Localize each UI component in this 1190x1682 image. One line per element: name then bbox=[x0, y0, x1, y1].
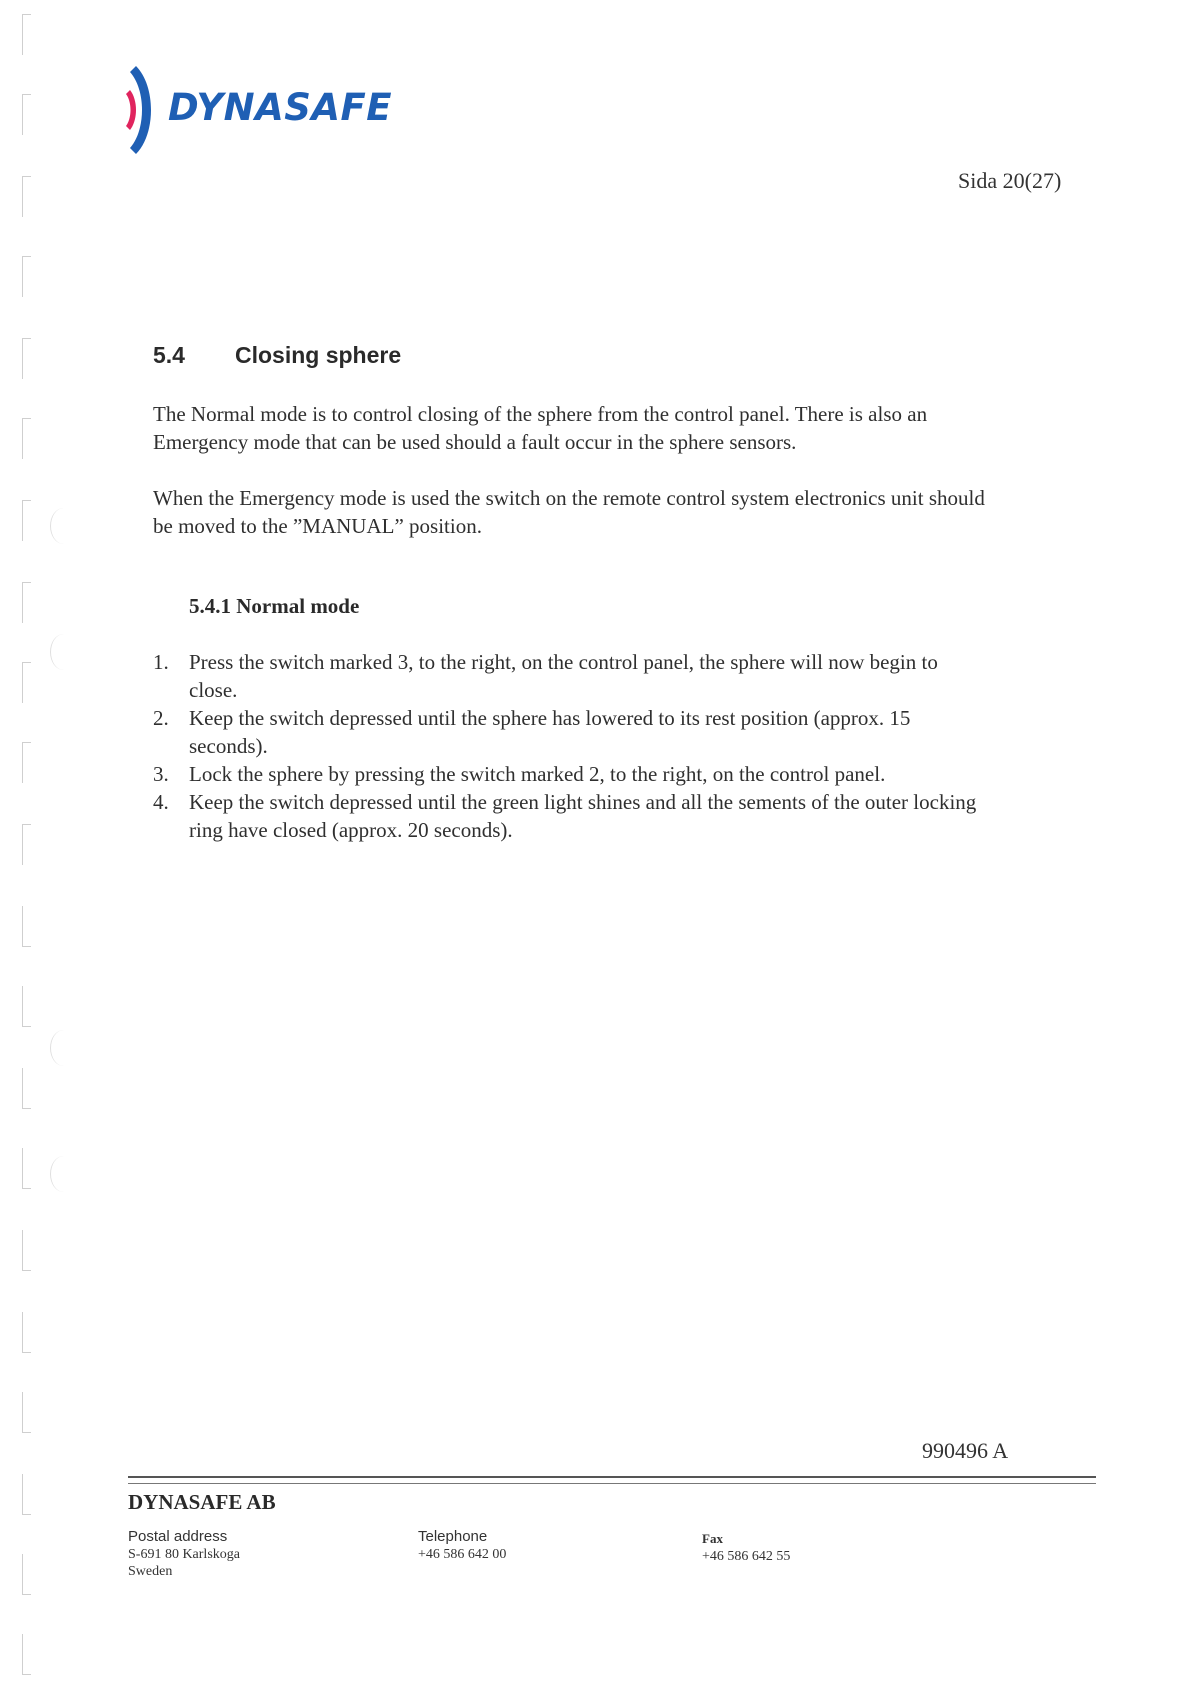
paragraph-line: The Normal mode is to control closing of the sphere from the control panel. There is also an bbox=[153, 402, 928, 426]
paragraph-line: Emergency mode that can be used should a fault occur in the sphere sensors. bbox=[153, 430, 797, 454]
binder-mark bbox=[22, 94, 31, 135]
section-title: Closing sphere bbox=[235, 342, 402, 368]
subsection-heading: 5.4.1 Normal mode bbox=[189, 594, 360, 618]
list-item bbox=[153, 648, 1093, 704]
step-line: ring have closed (approx. 20 seconds). bbox=[189, 818, 513, 842]
fax-label: Fax bbox=[702, 1531, 723, 1546]
footer-divider bbox=[128, 1476, 1096, 1478]
binder-mark bbox=[22, 1554, 31, 1595]
step-line: seconds). bbox=[189, 734, 268, 758]
binder-mark bbox=[22, 500, 31, 541]
binder-mark bbox=[22, 1312, 31, 1353]
binder-mark bbox=[22, 1474, 31, 1515]
footer-divider bbox=[128, 1483, 1096, 1484]
step-number: 2. bbox=[153, 706, 169, 730]
binder-mark bbox=[22, 824, 31, 865]
step-line: Lock the sphere by pressing the switch marked 2, to the right, on the control panel. bbox=[189, 762, 886, 786]
binder-mark bbox=[22, 906, 31, 947]
binder-mark bbox=[22, 418, 31, 459]
binder-mark bbox=[22, 1068, 31, 1109]
binder-mark bbox=[22, 986, 31, 1027]
footer-company-name: DYNASAFE AB bbox=[128, 1490, 276, 1514]
step-line: Keep the switch depressed until the green light shines and all the sements of the outer locking bbox=[189, 790, 977, 814]
footer-postal-address bbox=[128, 1528, 240, 1580]
dynasafe-logo bbox=[122, 64, 393, 156]
punch-hole bbox=[50, 1030, 77, 1066]
paragraph-line: When the Emergency mode is used the switch on the remote control system electronics unit should bbox=[153, 486, 985, 510]
binder-mark bbox=[22, 1230, 31, 1271]
footer-fax bbox=[702, 1530, 790, 1565]
binder-mark bbox=[22, 662, 31, 703]
list-item bbox=[153, 788, 1093, 844]
step-line: Keep the switch depressed until the sphere has lowered to its rest position (approx. 15 bbox=[189, 706, 911, 730]
telephone-label: Telephone bbox=[418, 1528, 488, 1545]
step-line: close. bbox=[189, 678, 238, 702]
binder-mark bbox=[22, 256, 31, 297]
binder-mark bbox=[22, 1392, 31, 1433]
binder-mark bbox=[22, 338, 31, 379]
step-number: 3. bbox=[153, 762, 169, 786]
logo-wordmark: DYNASAFE bbox=[168, 86, 393, 129]
steps-list bbox=[153, 648, 1093, 844]
paragraph-emergency bbox=[153, 484, 1093, 540]
section-heading bbox=[153, 342, 401, 369]
postal-line: S-691 80 Karlskoga bbox=[128, 1547, 240, 1562]
binder-mark bbox=[22, 1634, 31, 1675]
list-item bbox=[153, 760, 1093, 788]
footer-telephone bbox=[418, 1528, 506, 1563]
binder-mark bbox=[22, 1148, 31, 1189]
paragraph-modes bbox=[153, 400, 1093, 456]
binder-mark bbox=[22, 14, 31, 55]
step-number: 4. bbox=[153, 790, 169, 814]
dynasafe-logo-mark-icon bbox=[122, 64, 170, 156]
binder-mark bbox=[22, 742, 31, 783]
section-number: 5.4 bbox=[153, 342, 185, 368]
telephone-value: +46 586 642 00 bbox=[418, 1547, 507, 1562]
list-item bbox=[153, 704, 1093, 760]
binder-mark bbox=[22, 176, 31, 217]
punch-hole bbox=[50, 1156, 77, 1192]
paragraph-line: be moved to the ”MANUAL” position. bbox=[153, 514, 482, 538]
step-number: 1. bbox=[153, 650, 169, 674]
postal-line: Sweden bbox=[128, 1564, 173, 1579]
page-number: Sida 20(27) bbox=[958, 168, 1062, 193]
binder-mark bbox=[22, 582, 31, 623]
punch-hole bbox=[50, 508, 77, 544]
postal-label: Postal address bbox=[128, 1528, 228, 1545]
step-line: Press the switch marked 3, to the right, on the control panel, the sphere will now begin to bbox=[189, 650, 938, 674]
fax-value: +46 586 642 55 bbox=[702, 1549, 791, 1564]
document-number: 990496 A bbox=[922, 1438, 1009, 1463]
punch-hole bbox=[50, 634, 77, 670]
